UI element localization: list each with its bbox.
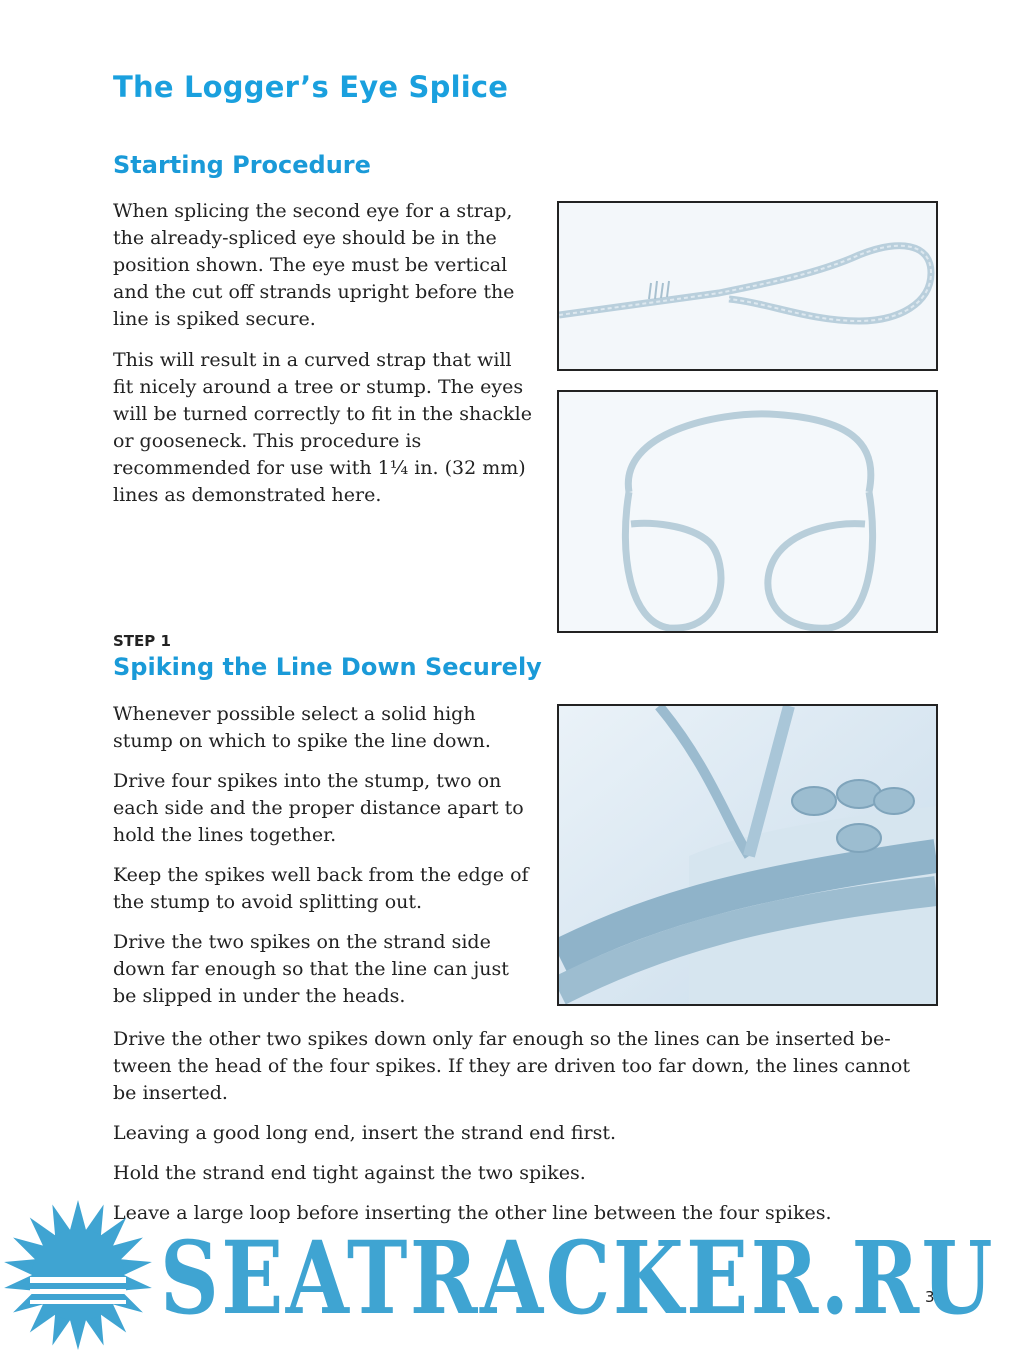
paragraph: Drive four spikes into the stump, two on each side and the proper distance apart to hold the lines together.	[113, 770, 524, 846]
paragraph: Leave a large loop before inserting the other line between the four spikes.	[113, 1202, 832, 1224]
section-heading-starting-procedure: Starting Procedure	[113, 151, 371, 179]
paragraph: Hold the strand end tight against the two spikes.	[113, 1162, 586, 1184]
photo-spliced-eye	[557, 201, 938, 371]
page-number: 3	[925, 1288, 935, 1306]
rope-eye-illustration	[559, 203, 936, 369]
paragraph: Leaving a good long end, insert the strand end first.	[113, 1122, 617, 1144]
watermark	[0, 1195, 1013, 1350]
photo-curved-strap	[557, 390, 938, 633]
starting-procedure-text	[113, 198, 533, 509]
section-heading-spiking: Spiking the Line Down Securely	[113, 653, 542, 681]
step-label: STEP 1	[113, 632, 171, 650]
spiked-rope-illustration	[559, 706, 936, 1004]
sun-logo-icon	[3, 1200, 153, 1350]
spiking-text-side	[113, 701, 533, 1010]
paragraph: Drive the two spikes on the strand side down far enough so that the line can just be slipped in under the heads.	[113, 931, 509, 1007]
page-title: The Logger’s Eye Splice	[113, 70, 509, 104]
paragraph: Whenever possible select a solid high stump on which to spike the line down.	[113, 703, 491, 752]
paragraph: When splicing the second eye for a strap, the already-spliced eye should be in the position shown. The eye must be vertical and the cut off strands upright before the line is spiked secure.	[113, 200, 515, 330]
paragraph: Drive the other two spikes down only far enough so the lines can be inserted be-tween the head of the four spikes. If they are driven too far down, the lines cannot be inserted.	[113, 1028, 910, 1104]
rope-strap-illustration	[559, 392, 936, 631]
photo-spikes-stump	[557, 704, 938, 1006]
watermark-text: SEATRACKER.RU	[160, 1219, 995, 1337]
paragraph: Keep the spikes well back from the edge of the stump to avoid splitting out.	[113, 864, 529, 913]
paragraph: This will result in a curved strap that will fit nicely around a tree or stump. The eyes will be turned correctly to fit in the shackle or gooseneck. This procedure is recommended for use with 1¼ in. (32 mm) lines as demonstrated here.	[113, 349, 532, 506]
